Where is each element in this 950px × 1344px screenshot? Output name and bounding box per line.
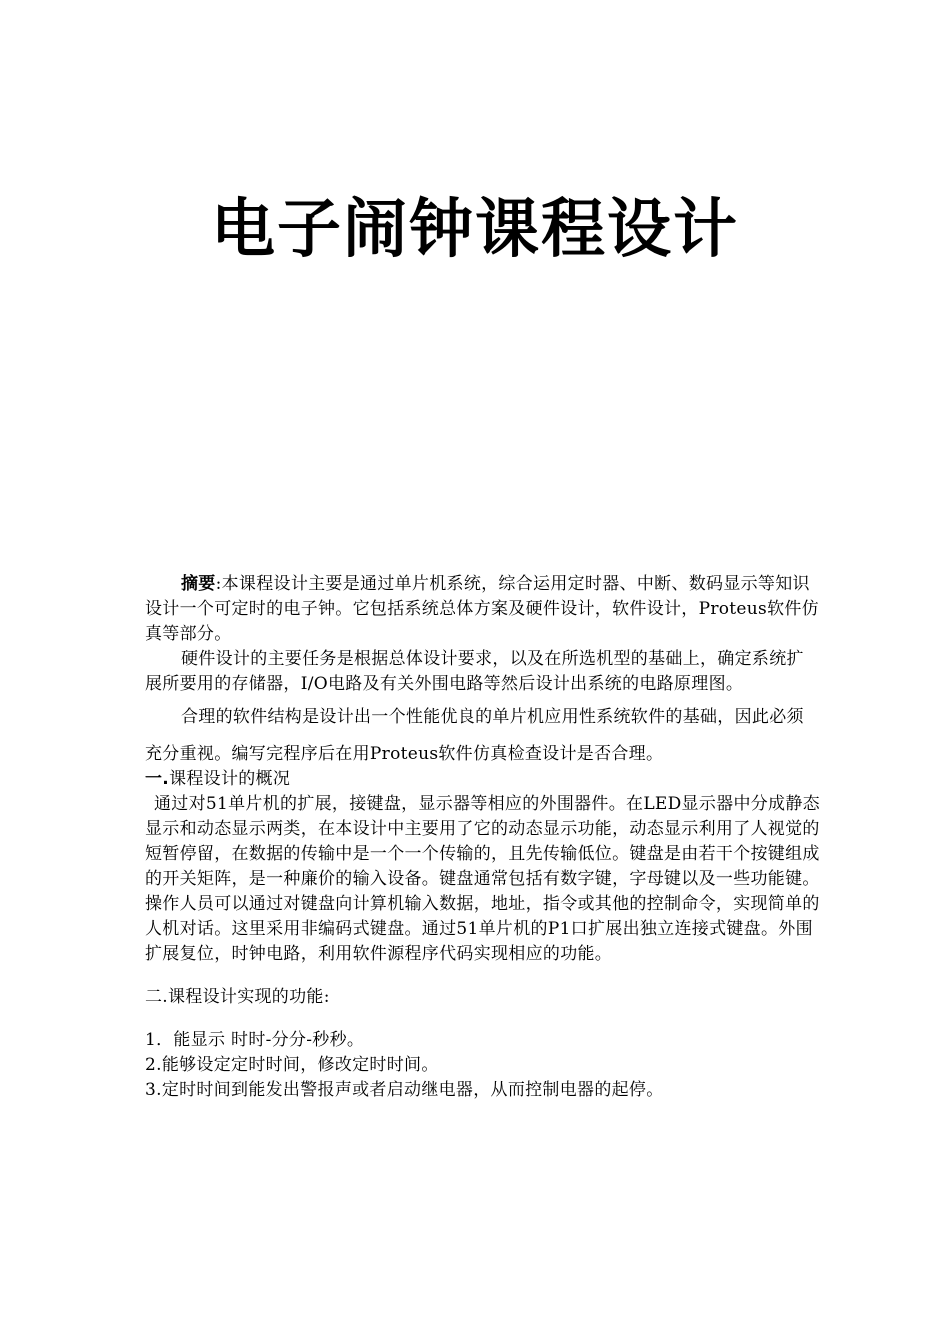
abstract-label: 摘要 (181, 574, 216, 594)
abstract-text: :本课程设计主要是通过单片机系统，综合运用定时器、中断、数码显示等知识设计一个可定时的电子钟。它包括系统总体方案及硬件设计，软件设计，Proteus软件仿真等部分。 (145, 574, 819, 644)
abstract-paragraph (145, 572, 820, 647)
software-paragraph: 合理的软件结构是设计出一个性能优良的单片机应用性系统软件的基础，因此必须充分重视。编写完程序后在用Proteus软件仿真检查设计是否合理。 (145, 707, 804, 764)
function-item-2: 2.能够设定定时时间，修改定时时间。 (145, 1055, 439, 1075)
spacer (145, 967, 820, 985)
document-body (145, 572, 820, 1103)
section1-heading-text: 课程设计的概况 (169, 769, 291, 789)
function-item-3: 3.定时时间到能发出警报声或者启动继电器，从而控制电器的起停。 (145, 1080, 664, 1100)
section2-heading: 二.课程设计实现的功能: (145, 987, 330, 1007)
section1-paragraph: 通过对51单片机的扩展，接键盘，显示器等相应的外围器件。在LED显示器中分成静态显示和动态显示两类，在本设计中主要用了它的动态显示功能，动态显示利用了人视觉的短暂停留，在数据的传输中是一个一个传输的，且先传输低位。键盘是由若干个按键组成的开关矩阵，是一种廉价的输入设备。键盘通常包括有数字键，字母键以及一些功能键。操作人员可以通过对键盘向计算机输入数据，地址，指令或其他的控制命令，实现简单的人机对话。这里采用非编码式键盘。通过51单片机的P1口扩展出独立连接式键盘。外围扩展复位，时钟电路，利用软件源程序代码实现相应的功能。 (145, 794, 820, 964)
hardware-paragraph: 硬件设计的主要任务是根据总体设计要求，以及在所选机型的基础上，确定系统扩展所要用的存储器，I/O电路及有关外围电路等然后设计出系统的电路原理图。 (145, 649, 804, 694)
section1-number: 一. (145, 769, 170, 789)
document-title: 电子闹钟课程设计 (211, 193, 739, 267)
spacer (145, 1010, 820, 1028)
function-item-1: 1．能显示 时时-分分-秒秒。 (145, 1030, 365, 1050)
